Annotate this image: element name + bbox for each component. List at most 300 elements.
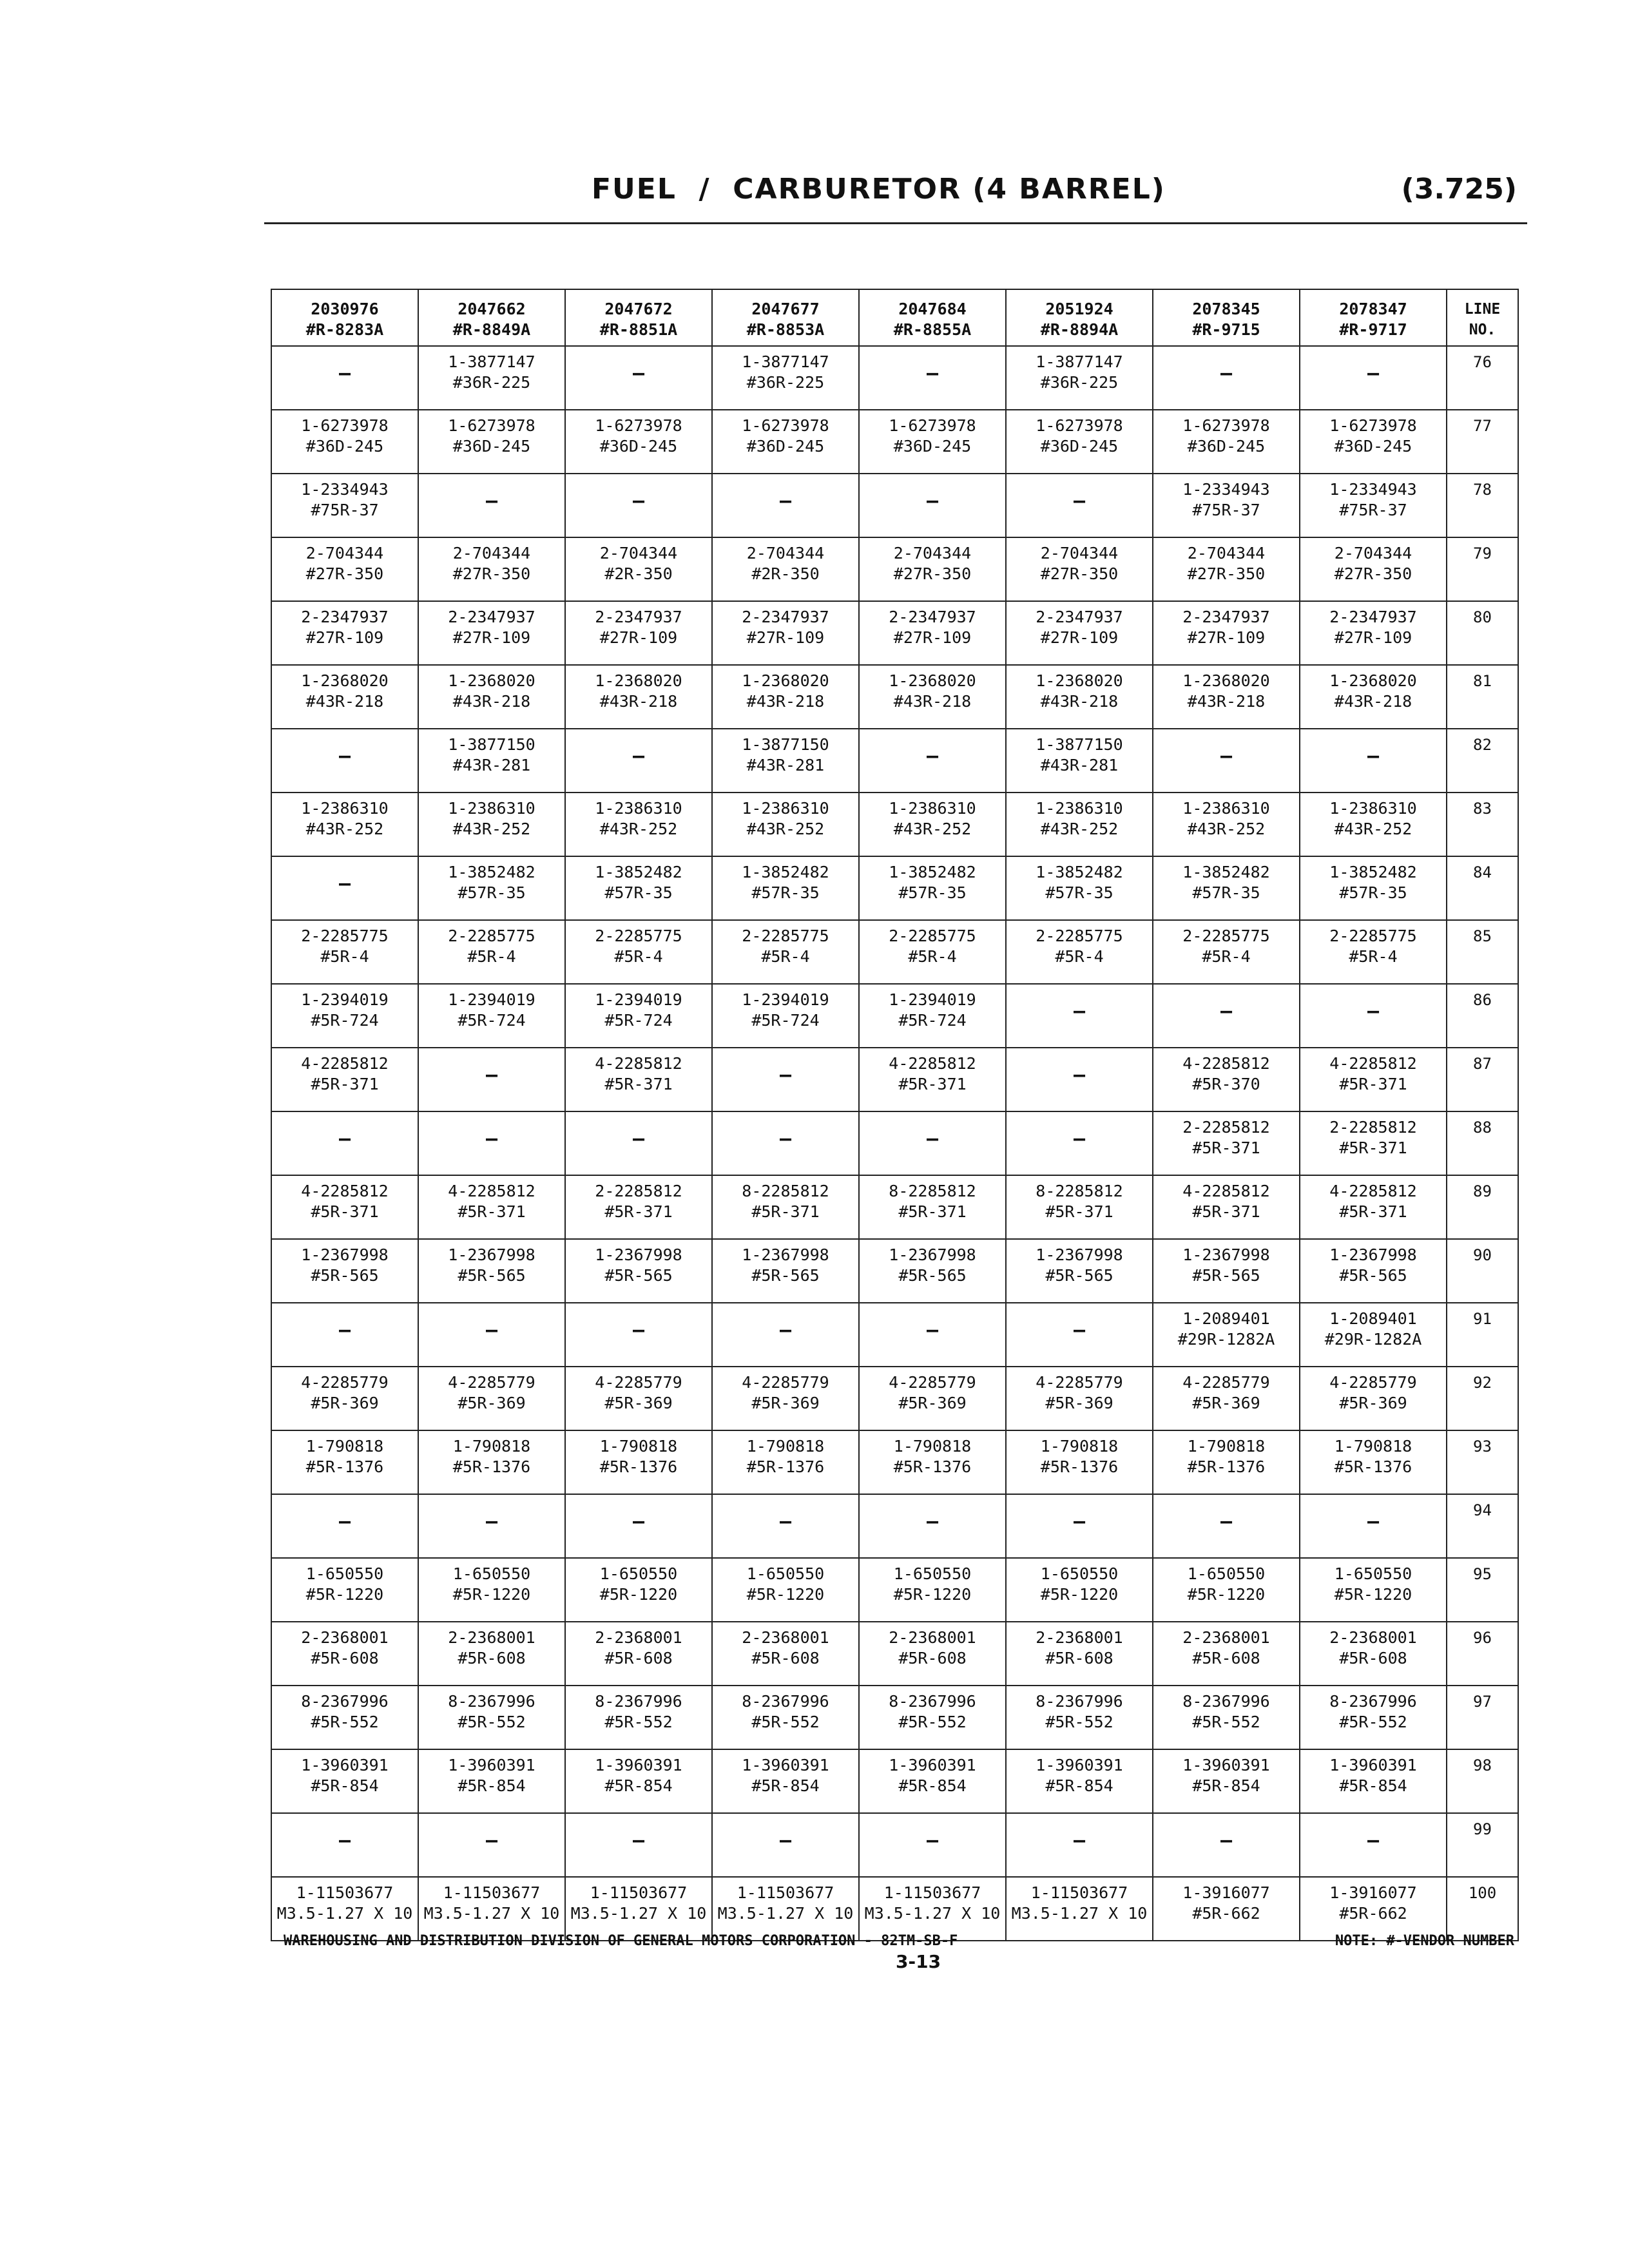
cell-empty-dash: — [926,1128,939,1150]
line-number: 91 [1447,1303,1518,1367]
cell-vendor-number: M3.5-1.27 X 10 [717,1904,854,1923]
table-cell [1300,410,1447,474]
cell-quantity-part: 1-650550 [893,1564,972,1583]
cell-vendor-number: #5R-371 [1192,1202,1260,1221]
cell-quantity-part: 1-3877147 [1036,352,1123,371]
cell-quantity-part: 1-11503677 [883,1883,981,1902]
cell-quantity-part: 1-6273978 [1036,416,1123,435]
table-cell [1300,1111,1447,1175]
cell-vendor-number: #5R-552 [751,1713,820,1731]
table-cell [1006,1494,1153,1558]
cell-vendor-number: #5R-4 [908,947,957,966]
table-row [271,1622,1518,1686]
cell-quantity-part: 1-2386310 [889,799,976,818]
table-header-row [271,289,1518,346]
table-cell [565,1367,712,1430]
cell-quantity-part: 1-2394019 [301,990,389,1009]
cell-quantity-part: 8-2285812 [889,1182,976,1200]
cell-vendor-number: #5R-854 [898,1776,967,1795]
cell-vendor-number: #5R-1376 [305,1457,384,1476]
table-cell [1153,1048,1300,1111]
cell-vendor-number: #43R-252 [1334,820,1412,838]
cell-vendor-number: #27R-350 [305,564,384,583]
table-cell [565,1558,712,1622]
table-row [271,1048,1518,1111]
cell-quantity-part: 2-2368001 [448,1628,535,1647]
cell-vendor-number: #5R-854 [1339,1776,1407,1795]
cell-quantity-part: 1-2386310 [1036,799,1123,818]
table-cell [859,1303,1006,1367]
cell-quantity-part: 1-2386310 [595,799,682,818]
cell-vendor-number: #5R-608 [751,1649,820,1667]
table-cell [859,1430,1006,1494]
table-cell [565,1239,712,1303]
column-header [712,289,859,346]
table-cell [859,920,1006,984]
line-number: 86 [1447,984,1518,1048]
table-cell [271,1494,418,1558]
cell-empty-dash: — [1220,745,1233,767]
cell-quantity-part: 8-2285812 [1036,1182,1123,1200]
cell-quantity-part: 1-6273978 [301,416,389,435]
table-cell [271,1048,418,1111]
cell-vendor-number: #5R-565 [898,1266,967,1285]
cell-quantity-part: 1-2367998 [889,1245,976,1264]
table-cell [565,920,712,984]
table-cell [1153,601,1300,665]
cell-quantity-part: 1-790818 [599,1437,678,1456]
table-cell [565,410,712,474]
cell-vendor-number: #5R-369 [1192,1394,1260,1412]
cell-quantity-part: 1-2394019 [889,990,976,1009]
table-cell [859,1111,1006,1175]
cell-quantity-part: 1-2386310 [742,799,829,818]
table-cell [712,856,859,920]
cell-empty-dash: — [926,490,939,512]
table-cell [1006,1430,1153,1494]
cell-vendor-number: #5R-552 [1192,1713,1260,1731]
table-cell [1006,1175,1153,1239]
cell-quantity-part: 4-2285779 [1182,1373,1270,1392]
cell-vendor-number: #57R-35 [751,883,820,902]
header-rule [264,222,1527,224]
table-cell [565,1622,712,1686]
cell-vendor-number: #5R-565 [751,1266,820,1285]
cell-vendor-number: #5R-552 [1045,1713,1113,1731]
column-part-number: 2047684 [898,300,967,318]
cell-vendor-number: #5R-371 [1339,1202,1407,1221]
cell-vendor-number: #5R-1376 [1040,1457,1119,1476]
table-cell [1300,1813,1447,1877]
cell-quantity-part: 2-2285775 [448,927,535,945]
cell-vendor-number: #27R-109 [1334,628,1412,647]
table-cell [1300,346,1447,410]
cell-quantity-part: 1-3960391 [595,1756,682,1774]
cell-empty-dash: — [779,490,792,512]
cell-vendor-number: #5R-724 [751,1011,820,1030]
cell-vendor-number: #27R-109 [893,628,972,647]
column-part-number: 2047662 [458,300,526,318]
line-number: 90 [1447,1239,1518,1303]
cell-vendor-number: #5R-552 [1339,1713,1407,1731]
cell-vendor-number: M3.5-1.27 X 10 [570,1904,707,1923]
cell-vendor-number: #5R-854 [1045,1776,1113,1795]
cell-empty-dash: — [632,1128,645,1150]
cell-empty-dash: — [1073,1000,1086,1023]
parts-table [271,289,1519,1941]
column-vendor-number: #R-8849A [452,320,531,339]
cell-vendor-number: #5R-371 [1339,1075,1407,1093]
table-cell [1153,1494,1300,1558]
table-cell [418,665,565,729]
table-cell [1153,1430,1300,1494]
table-cell [1300,537,1447,601]
column-vendor-number: #R-8283A [305,320,384,339]
table-cell [1006,1558,1153,1622]
cell-quantity-part: 2-2347937 [889,608,976,626]
column-header [565,289,712,346]
cell-quantity-part: 2-2347937 [595,608,682,626]
table-cell [859,1622,1006,1686]
table-cell [859,474,1006,537]
cell-vendor-number: M3.5-1.27 X 10 [276,1904,413,1923]
cell-vendor-number: #36D-245 [746,437,825,456]
cell-quantity-part: 2-2285775 [595,927,682,945]
table-cell [1300,1239,1447,1303]
cell-vendor-number: #5R-1220 [746,1585,825,1604]
table-cell [712,1494,859,1558]
cell-quantity-part: 1-2368020 [889,671,976,690]
table-cell [418,601,565,665]
cell-vendor-number: #5R-608 [311,1649,379,1667]
table-cell [1153,1111,1300,1175]
table-cell [712,1622,859,1686]
table-cell [271,1430,418,1494]
cell-vendor-number: #5R-371 [604,1075,673,1093]
cell-quantity-part: 1-3960391 [1036,1756,1123,1774]
cell-quantity-part: 1-2386310 [1182,799,1270,818]
table-cell [271,665,418,729]
table-row [271,601,1518,665]
footer-note: NOTE: #-VENDOR NUMBER [1335,1933,1514,1949]
cell-vendor-number: #5R-1220 [305,1585,384,1604]
cell-vendor-number: #57R-35 [1192,883,1260,902]
table-cell [1300,1367,1447,1430]
cell-empty-dash: — [779,1510,792,1533]
cell-quantity-part: 1-790818 [1040,1437,1119,1456]
table-cell [859,1813,1006,1877]
table-cell [1006,1686,1153,1749]
table-cell [271,537,418,601]
cell-quantity-part: 2-704344 [1334,544,1412,562]
cell-quantity-part: 1-3960391 [889,1756,976,1774]
column-part-number: 2078347 [1339,300,1407,318]
cell-empty-dash: — [1367,1510,1380,1533]
line-number: 78 [1447,474,1518,537]
table-cell [712,1303,859,1367]
cell-quantity-part: 1-2368020 [448,671,535,690]
cell-quantity-part: 4-2285779 [1036,1373,1123,1392]
cell-quantity-part: 2-704344 [746,544,825,562]
cell-quantity-part: 2-2368001 [301,1628,389,1647]
table-cell [1153,665,1300,729]
cell-vendor-number: #5R-854 [458,1776,526,1795]
cell-vendor-number: #36D-245 [893,437,972,456]
table-cell [565,1813,712,1877]
cell-quantity-part: 1-790818 [893,1437,972,1456]
table-cell [712,601,859,665]
table-row [271,1558,1518,1622]
table-cell [1006,537,1153,601]
table-cell [1006,1367,1153,1430]
cell-vendor-number: #5R-371 [1339,1139,1407,1157]
table-cell [1300,1494,1447,1558]
cell-quantity-part: 1-3960391 [1182,1756,1270,1774]
cell-quantity-part: 4-2285812 [301,1054,389,1073]
line-number: 92 [1447,1367,1518,1430]
cell-vendor-number: #5R-371 [1192,1139,1260,1157]
cell-quantity-part: 1-2334943 [301,480,389,499]
cell-quantity-part: 1-650550 [599,1564,678,1583]
table-cell [859,1048,1006,1111]
cell-quantity-part: 2-704344 [1187,544,1266,562]
cell-vendor-number: #2R-350 [751,564,820,583]
cell-quantity-part: 4-2285779 [301,1373,389,1392]
table-cell [418,1430,565,1494]
cell-quantity-part: 1-3877147 [448,352,535,371]
cell-vendor-number: #75R-37 [311,501,379,519]
cell-empty-dash: — [1367,1000,1380,1023]
table-cell [1300,856,1447,920]
cell-quantity-part: 2-2285775 [1329,927,1417,945]
table-cell [1300,984,1447,1048]
cell-quantity-part: 4-2285779 [448,1373,535,1392]
cell-vendor-number: #5R-1220 [1040,1585,1119,1604]
cell-vendor-number: #5R-4 [467,947,516,966]
cell-vendor-number: #27R-109 [1187,628,1266,647]
table-cell [859,984,1006,1048]
cell-vendor-number: #75R-37 [1339,501,1407,519]
cell-vendor-number: #36D-245 [1040,437,1119,456]
cell-quantity-part: 1-2367998 [1182,1245,1270,1264]
cell-vendor-number: #5R-854 [311,1776,379,1795]
cell-vendor-number: #5R-4 [761,947,810,966]
line-number: 95 [1447,1558,1518,1622]
line-number: 87 [1447,1048,1518,1111]
cell-vendor-number: #43R-218 [599,692,678,711]
table-cell [418,1622,565,1686]
cell-vendor-number: #5R-854 [1192,1776,1260,1795]
table-cell [271,1877,418,1941]
table-cell [712,1048,859,1111]
cell-quantity-part: 2-2285775 [1036,927,1123,945]
cell-quantity-part: 1-650550 [452,1564,531,1583]
cell-quantity-part: 8-2367996 [1182,1692,1270,1711]
table-row [271,1749,1518,1813]
column-part-number: 2051924 [1045,300,1113,318]
table-row [271,474,1518,537]
cell-quantity-part: 1-6273978 [742,416,829,435]
cell-vendor-number: #57R-35 [604,883,673,902]
cell-quantity-part: 1-11503677 [1030,1883,1128,1902]
cell-vendor-number: #27R-109 [1040,628,1119,647]
column-header [1300,289,1447,346]
column-header [271,289,418,346]
cell-quantity-part: 1-790818 [1334,1437,1412,1456]
table-cell [859,793,1006,856]
cell-empty-dash: — [338,362,351,385]
table-cell [271,601,418,665]
table-cell [1006,1111,1153,1175]
table-cell [271,346,418,410]
cell-quantity-part: 2-2347937 [742,608,829,626]
cell-vendor-number: #27R-109 [305,628,384,647]
cell-quantity-part: 1-2394019 [742,990,829,1009]
line-number: 85 [1447,920,1518,984]
table-cell [418,1048,565,1111]
table-cell [271,1303,418,1367]
cell-quantity-part: 2-2347937 [1329,608,1417,626]
table-cell [1153,1877,1300,1941]
table-cell [1153,984,1300,1048]
cell-quantity-part: 1-3877147 [742,352,829,371]
table-cell [565,1303,712,1367]
cell-quantity-part: 2-704344 [1040,544,1119,562]
cell-empty-dash: — [485,1319,498,1341]
cell-quantity-part: 1-6273978 [889,416,976,435]
table-cell [271,729,418,793]
cell-quantity-part: 2-2285775 [889,927,976,945]
cell-vendor-number: #5R-371 [311,1202,379,1221]
cell-empty-dash: — [1073,1829,1086,1852]
cell-quantity-part: 1-2368020 [1036,671,1123,690]
cell-quantity-part: 1-2368020 [595,671,682,690]
table-cell [712,984,859,1048]
cell-quantity-part: 4-2285812 [448,1182,535,1200]
table-row [271,665,1518,729]
cell-vendor-number: #5R-608 [898,1649,967,1667]
cell-quantity-part: 1-790818 [452,1437,531,1456]
table-cell [418,474,565,537]
table-cell [859,665,1006,729]
table-cell [1300,1175,1447,1239]
cell-vendor-number: #36D-245 [305,437,384,456]
line-number: 93 [1447,1430,1518,1494]
table-row [271,1686,1518,1749]
cell-vendor-number: #5R-565 [1045,1266,1113,1285]
table-cell [712,474,859,537]
column-vendor-number: #R-9715 [1192,320,1260,339]
table-cell [418,1558,565,1622]
cell-vendor-number: #5R-1220 [893,1585,972,1604]
cell-vendor-number: #29R-1282A [1324,1330,1422,1349]
cell-vendor-number: #5R-724 [604,1011,673,1030]
cell-quantity-part: 8-2367996 [742,1692,829,1711]
cell-quantity-part: 4-2285812 [301,1182,389,1200]
cell-quantity-part: 2-2368001 [889,1628,976,1647]
cell-vendor-number: #43R-252 [599,820,678,838]
column-vendor-number: #R-8855A [893,320,972,339]
line-number: 76 [1447,346,1518,410]
cell-quantity-part: 2-704344 [305,544,384,562]
cell-empty-dash: — [1073,1510,1086,1533]
table-row [271,346,1518,410]
table-cell [1153,1367,1300,1430]
table-cell [712,346,859,410]
table-row [271,537,1518,601]
cell-vendor-number: #5R-552 [604,1713,673,1731]
table-cell [418,1686,565,1749]
cell-quantity-part: 1-790818 [305,1437,384,1456]
cell-vendor-number: #5R-371 [604,1202,673,1221]
table-body [271,346,1518,1941]
cell-vendor-number: #43R-252 [746,820,825,838]
cell-quantity-part: 4-2285779 [889,1373,976,1392]
cell-empty-dash: — [779,1128,792,1150]
table-cell [859,1494,1006,1558]
cell-vendor-number: #27R-350 [1334,564,1412,583]
cell-quantity-part: 1-2386310 [448,799,535,818]
table-cell [565,856,712,920]
cell-quantity-part: 1-3916077 [1329,1883,1417,1902]
table-cell [1300,1048,1447,1111]
cell-empty-dash: — [1367,1829,1380,1852]
cell-quantity-part: 1-3852482 [448,863,535,881]
table-cell [859,537,1006,601]
column-vendor-number: #R-8851A [599,320,678,339]
cell-vendor-number: #43R-218 [1334,692,1412,711]
table-cell [1006,1048,1153,1111]
table-cell [712,1686,859,1749]
table-cell [565,665,712,729]
table-cell [565,1048,712,1111]
cell-empty-dash: — [338,745,351,767]
cell-quantity-part: 1-790818 [746,1437,825,1456]
table-cell [271,856,418,920]
cell-empty-dash: — [338,1829,351,1852]
table-row [271,984,1518,1048]
cell-vendor-number: #27R-350 [1187,564,1266,583]
cell-vendor-number: #36R-225 [746,373,825,392]
cell-vendor-number: #5R-1220 [1187,1585,1266,1604]
table-cell [1300,1303,1447,1367]
cell-vendor-number: #5R-1376 [893,1457,972,1476]
column-header [418,289,565,346]
cell-vendor-number: #5R-1376 [1334,1457,1412,1476]
cell-vendor-number: #57R-35 [1045,883,1113,902]
table-cell [1153,1239,1300,1303]
cell-empty-dash: — [926,1319,939,1341]
cell-quantity-part: 1-2367998 [595,1245,682,1264]
table-cell [712,665,859,729]
cell-empty-dash: — [1073,1319,1086,1341]
table-cell [859,601,1006,665]
table-cell [1006,601,1153,665]
cell-vendor-number: #5R-662 [1339,1904,1407,1923]
cell-quantity-part: 8-2367996 [1329,1692,1417,1711]
cell-vendor-number: #5R-370 [1192,1075,1260,1093]
cell-quantity-part: 8-2367996 [595,1692,682,1711]
table-cell [271,1175,418,1239]
table-cell [418,793,565,856]
cell-vendor-number: #5R-552 [458,1713,526,1731]
cell-vendor-number: #57R-35 [458,883,526,902]
column-header [859,289,1006,346]
table-cell [712,1239,859,1303]
cell-empty-dash: — [779,1829,792,1852]
table-cell [1006,1749,1153,1813]
table-cell [1153,474,1300,537]
